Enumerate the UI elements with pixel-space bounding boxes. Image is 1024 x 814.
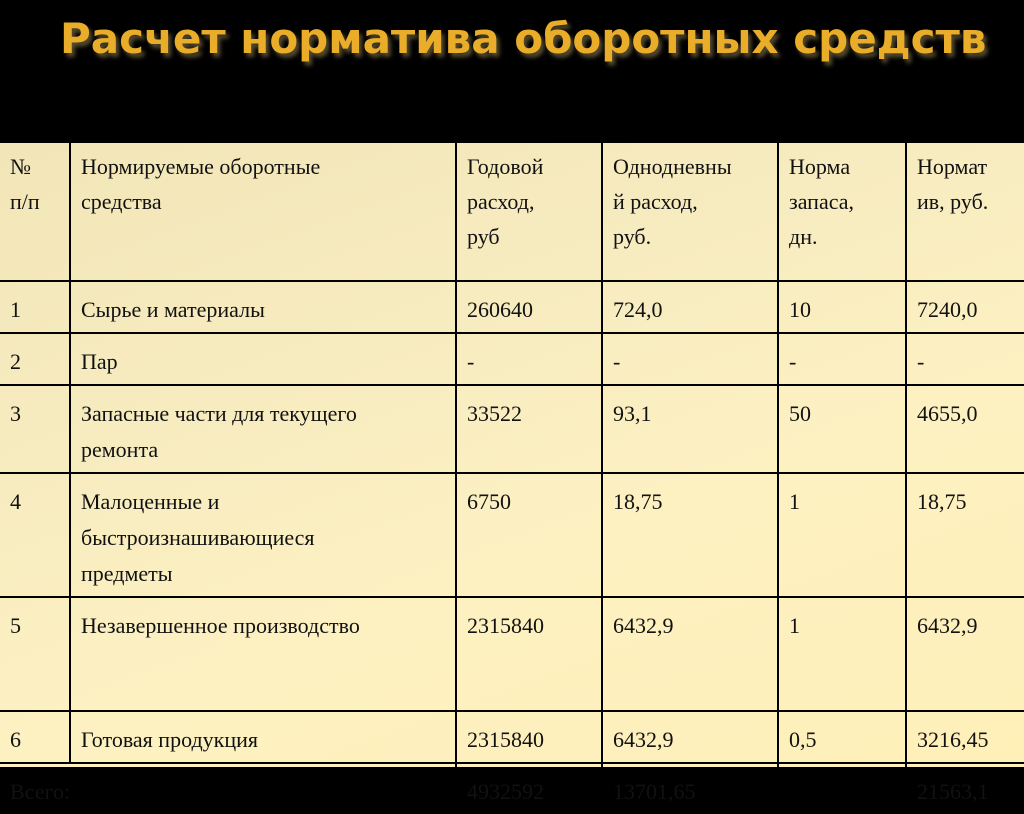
cell-number: 1 bbox=[0, 281, 70, 333]
cell-normative: 6432,9 bbox=[906, 597, 1024, 711]
cell-normative: 3216,45 bbox=[906, 711, 1024, 763]
cell-annual: - bbox=[456, 333, 602, 385]
cell-normative: 7240,0 bbox=[906, 281, 1024, 333]
cell-daily: - bbox=[602, 333, 778, 385]
header-number: № п/п bbox=[0, 142, 70, 281]
table-row bbox=[0, 385, 1024, 473]
cell-normative: 18,75 bbox=[906, 473, 1024, 597]
header-annual: Годовой расход, руб bbox=[456, 142, 602, 281]
cell-annual: 2315840 bbox=[456, 597, 602, 711]
cell-norm-days: 1 bbox=[778, 597, 906, 711]
cell-norm-days: 1 bbox=[778, 473, 906, 597]
cell-asset-name: Запасные части для текущего ремонта bbox=[70, 385, 456, 473]
table-row bbox=[0, 597, 1024, 711]
cell-number: 6 bbox=[0, 711, 70, 763]
header-assets: Нормируемые оборотные средства bbox=[70, 142, 456, 281]
cell-annual: 2315840 bbox=[456, 711, 602, 763]
total-norm-days bbox=[778, 763, 906, 814]
cell-daily: 18,75 bbox=[602, 473, 778, 597]
cell-normative: - bbox=[906, 333, 1024, 385]
cell-number: 3 bbox=[0, 385, 70, 473]
table-row bbox=[0, 281, 1024, 333]
cell-annual: 6750 bbox=[456, 473, 602, 597]
total-daily: 13701,65 bbox=[602, 763, 778, 814]
table-row bbox=[0, 711, 1024, 763]
cell-asset-name: Малоценные и быстроизнашивающиеся предметы bbox=[70, 473, 456, 597]
cell-number: 4 bbox=[0, 473, 70, 597]
slide-title: Расчет норматива оборотных средств bbox=[60, 14, 987, 63]
cell-norm-days: - bbox=[778, 333, 906, 385]
table-container bbox=[0, 141, 1024, 804]
header-normative: Нормат ив, руб. bbox=[906, 142, 1024, 281]
cell-daily: 93,1 bbox=[602, 385, 778, 473]
cell-normative: 4655,0 bbox=[906, 385, 1024, 473]
cell-asset-name: Пар bbox=[70, 333, 456, 385]
cell-norm-days: 0,5 bbox=[778, 711, 906, 763]
cell-asset-name: Сырье и материалы bbox=[70, 281, 456, 333]
total-label: Всего: bbox=[0, 763, 456, 814]
header-daily: Однодневны й расход, руб. bbox=[602, 142, 778, 281]
table-row bbox=[0, 333, 1024, 385]
cell-daily: 724,0 bbox=[602, 281, 778, 333]
cell-daily: 6432,9 bbox=[602, 597, 778, 711]
cell-norm-days: 50 bbox=[778, 385, 906, 473]
cell-daily: 6432,9 bbox=[602, 711, 778, 763]
cell-number: 2 bbox=[0, 333, 70, 385]
cell-norm-days: 10 bbox=[778, 281, 906, 333]
table-row bbox=[0, 473, 1024, 597]
total-normative: 21563,1 bbox=[906, 763, 1024, 814]
cell-asset-name: Готовая продукция bbox=[70, 711, 456, 763]
cell-annual: 260640 bbox=[456, 281, 602, 333]
header-norm-days: Норма запаса, дн. bbox=[778, 142, 906, 281]
cell-number: 5 bbox=[0, 597, 70, 711]
table-total-row bbox=[0, 763, 1024, 814]
total-annual: 4932592 bbox=[456, 763, 602, 814]
cell-asset-name: Незавершенное производство bbox=[70, 597, 456, 711]
cell-annual: 33522 bbox=[456, 385, 602, 473]
normative-table bbox=[0, 141, 1024, 814]
table-header-row bbox=[0, 142, 1024, 281]
